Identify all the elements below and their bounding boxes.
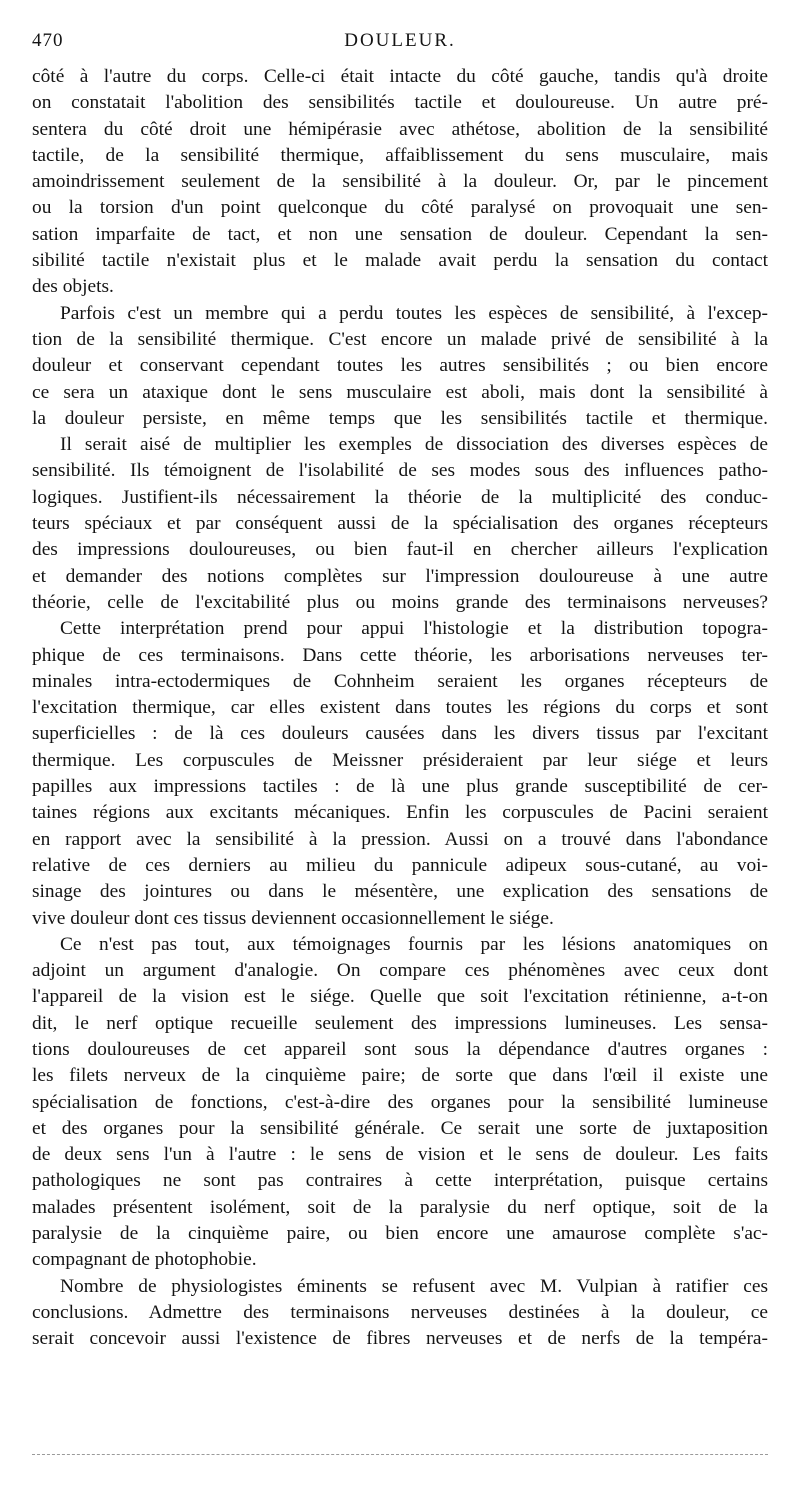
text-line: pathologiques ne sont pas contraires à cette interprétation, puisque certains xyxy=(32,1170,768,1192)
text-line: Ce n'est pas tout, aux témoignages fournis par les lésions anatomiques on xyxy=(60,933,768,955)
text-line: serait concevoir aussi l'existence de fibres nerveuses et de nerfs de la tempéra- xyxy=(32,1328,768,1350)
text-line: Il serait aisé de multiplier les exemples de dissociation des diverses espèces de xyxy=(60,434,768,456)
text-line: logiques. Justifient-ils nécessairement la théorie de la multiplicité des conduc- xyxy=(32,486,768,508)
text-line: on constatait l'abolition des sensibilités tactile et douloureuse. Un autre pré- xyxy=(32,92,768,114)
body-text xyxy=(32,64,768,1353)
text-line: sinage des jointures ou dans le mésentère, une explication des sensations de xyxy=(32,881,768,903)
text-line: la douleur persiste, en même temps que les sensibilités tactile et thermique. xyxy=(32,407,768,429)
text-line: papilles aux impressions tactiles : de là une plus grande susceptibilité de cer- xyxy=(32,776,768,798)
text-line: douleur et conservant cependant toutes les autres sensibilités ; ou bien encore xyxy=(32,355,768,377)
text-line: taines régions aux excitants mécaniques. Enfin les corpuscules de Pacini seraient xyxy=(32,802,768,824)
text-line: des impressions douloureuses, ou bien faut-il en chercher ailleurs l'explication xyxy=(32,539,768,561)
text-line: les filets nerveux de la cinquième paire; de sorte que dans l'œil il existe une xyxy=(32,1065,768,1087)
text-line: minales intra-ectodermiques de Cohnheim seraient les organes récepteurs de xyxy=(32,670,768,692)
text-line: l'excitation thermique, car elles existent dans toutes les régions du corps et sont xyxy=(32,697,768,719)
text-line: de deux sens l'un à l'autre : le sens de vision et le sens de douleur. Les faits xyxy=(32,1144,768,1166)
text-line: amoindrissement seulement de la sensibilité à la douleur. Or, par le pincement xyxy=(32,171,768,193)
page-number: 470 xyxy=(32,30,64,51)
text-line: paralysie de la cinquième paire, ou bien encore une amaurose complète s'ac- xyxy=(32,1223,768,1245)
text-line: conclusions. Admettre des terminaisons nerveuses destinées à la douleur, ce xyxy=(32,1301,768,1323)
text-line: sensibilité. Ils témoignent de l'isolabilité de ses modes sous des influences patho- xyxy=(32,460,768,482)
text-line: dit, le nerf optique recueille seulement des impressions lumineuses. Les sensa- xyxy=(32,1012,768,1034)
text-line: côté à l'autre du corps. Celle-ci était intacte du côté gauche, tandis qu'à droite xyxy=(32,66,768,87)
text-line: et demander des notions complètes sur l'impression douloureuse à une autre xyxy=(32,565,768,587)
text-line: ce sera un ataxique dont le sens musculaire est aboli, mais dont la sensibilité à xyxy=(32,381,768,403)
text-line: sibilité tactile n'existait plus et le malade avait perdu la sensation du contact xyxy=(32,250,768,272)
text-line: en rapport avec la sensibilité à la pression. Aussi on a trouvé dans l'abondance xyxy=(32,828,768,850)
text-line: adjoint un argument d'analogie. On compare ces phénomènes avec ceux dont xyxy=(32,960,768,982)
text-line: phique de ces terminaisons. Dans cette théorie, les arborisations nerveuses ter- xyxy=(32,644,768,666)
text-line: ou la torsion d'un point quelconque du côté paralysé on provoquait une sen- xyxy=(32,197,768,219)
text-line: relative de ces derniers au milieu du pannicule adipeux sous-cutané, au voi- xyxy=(32,854,768,876)
text-line: Cette interprétation prend pour appui l'histologie et la distribution topogra- xyxy=(60,618,768,640)
bottom-dotted-rule xyxy=(32,1454,768,1455)
running-title: DOULEUR. xyxy=(344,30,456,51)
text-line: tion de la sensibilité thermique. C'est encore un malade privé de sensibilité à la xyxy=(32,328,768,350)
running-header xyxy=(32,30,768,54)
text-line: l'appareil de la vision est le siége. Quelle que soit l'excitation rétinienne, a-t-on xyxy=(32,986,768,1008)
text-line: et des organes pour la sensibilité générale. Ce serait une sorte de juxtaposition xyxy=(32,1117,768,1139)
text-line: spécialisation de fonctions, c'est-à-dire des organes pour la sensibilité lumineuse xyxy=(32,1091,768,1113)
text-line: des objets. xyxy=(32,276,114,298)
text-line: théorie, celle de l'excitabilité plus ou moins grande des terminaisons nerveuses? xyxy=(32,591,768,613)
text-line: Parfois c'est un membre qui a perdu toutes les espèces de sensibilité, à l'excep- xyxy=(60,302,768,324)
text-line: tactile, de la sensibilité thermique, affaiblissement du sens musculaire, mais xyxy=(32,144,768,166)
text-line: sentera du côté droit une hémipérasie avec athétose, abolition de la sensibilité xyxy=(32,118,768,140)
text-line: thermique. Les corpuscules de Meissner présideraient par leur siége et leurs xyxy=(32,749,768,771)
text-line: tions douloureuses de cet appareil sont sous la dépendance d'autres organes : xyxy=(32,1038,768,1060)
text-line: superficielles : de là ces douleurs causées dans les divers tissus par l'excitant xyxy=(32,723,768,745)
text-line: teurs spéciaux et par conséquent aussi de la spécialisation des organes récepteurs xyxy=(32,513,768,535)
text-line: Nombre de physiologistes éminents se refusent avec M. Vulpian à ratifier ces xyxy=(60,1275,768,1297)
text-line: malades présentent isolément, soit de la paralysie du nerf optique, soit de la xyxy=(32,1196,768,1218)
text-line: vive douleur dont ces tissus deviennent occasionnellement le siége. xyxy=(32,907,554,929)
text-line: sation imparfaite de tact, et non une sensation de douleur. Cependant la sen- xyxy=(32,223,768,245)
text-line: compagnant de photophobie. xyxy=(32,1249,257,1271)
